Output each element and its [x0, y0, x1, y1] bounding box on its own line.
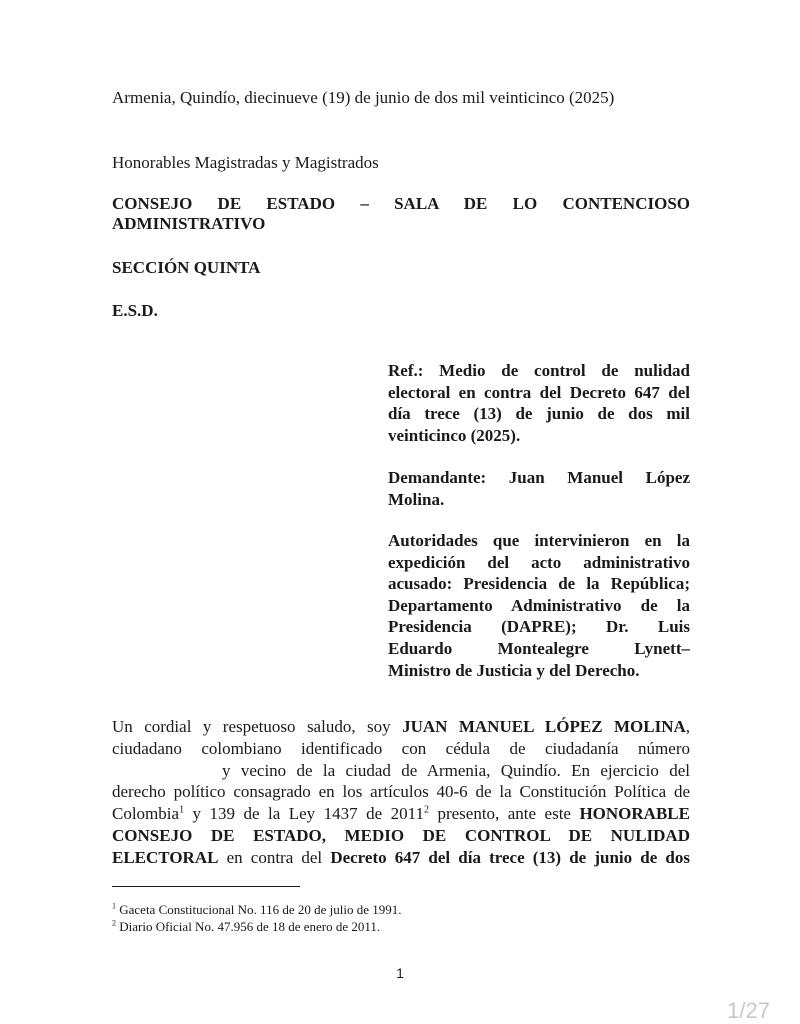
court-name-line-1: CONSEJO DE ESTADO – SALA DE LO CONTENCIOSO [112, 194, 690, 213]
footnote-1: $^1$ Gaceta Constitucional No. 116 de 20 de julio de 1991. [112, 901, 402, 917]
plaintiff-line: Molina. [388, 489, 445, 509]
footnote-ref-1: 1 [179, 804, 185, 816]
reference-line: Ref.: Medio de control de nulidad [388, 361, 690, 380]
esd-label: E.S.D. [112, 301, 158, 320]
body-line: Colombia$^1$ y 139 de la Ley 1437 de 2011$^2$ presento, ante este HONORABLE [112, 804, 690, 824]
reference-line: electoral en contra del Decreto 647 del [388, 382, 690, 402]
body-line: y vecino de la ciudad de Armenia, Quindío. En ejercicio del [222, 760, 690, 780]
footnote-ref-2: 2 [423, 804, 429, 816]
authorities-line: Eduardo Montealegre Lynett– [388, 638, 690, 658]
authorities-line: expedición del acto administrativo [388, 552, 690, 572]
court-section: SECCIÓN QUINTA [112, 258, 261, 277]
reference-block [388, 360, 690, 446]
date-line: Armenia, Quindío, diecinueve (19) de junio de dos mil veinticinco (2025) [112, 88, 615, 107]
authorities-line: acusado: Presidencia de la República; [388, 574, 690, 594]
authorities-line: Presidencia (DAPRE); Dr. Luis [388, 617, 690, 637]
body-line: Un cordial y respetuoso saludo, soy JUAN MANUEL LÓPEZ MOLINA, [112, 717, 690, 736]
body-line: ELECTORAL en contra del Decreto 647 del día trece (13) de junio de dos [112, 847, 691, 867]
court-name-line-2: ADMINISTRATIVO [112, 214, 266, 233]
body-line: ciudadano colombiano identificado con cédula de ciudadanía número [112, 738, 690, 758]
reference-line: día trece (13) de junio de dos mil [388, 404, 690, 424]
authorities-line: Autoridades que intervinieron en la [388, 531, 690, 550]
footnote-2: $^2$ Diario Oficial No. 47.956 de 18 de enero de 2011. [112, 918, 381, 934]
salutation: Honorables Magistradas y Magistrados [112, 153, 379, 172]
footnote-separator [112, 886, 300, 887]
plaintiff-line: Demandante: Juan Manuel López [388, 468, 690, 487]
plaintiff-name: JUAN MANUEL LÓPEZ MOLINA [402, 717, 686, 736]
authorities-block [388, 530, 690, 681]
body-line: derecho político consagrado en los artículos 40-6 de la Constitución Política de [112, 782, 690, 802]
body-paragraph [112, 716, 690, 869]
reference-line: veinticinco (2025). [388, 425, 521, 445]
body-line: CONSEJO DE ESTADO, MEDIO DE CONTROL DE NULIDAD [112, 825, 690, 845]
page-indicator: 1/27 [727, 998, 770, 1023]
authorities-line: Ministro de Justicia y del Derecho. [388, 660, 640, 680]
plaintiff-block [388, 467, 690, 510]
authorities-line: Departamento Administrativo de la [388, 595, 690, 615]
page-number: 1 [396, 965, 404, 981]
